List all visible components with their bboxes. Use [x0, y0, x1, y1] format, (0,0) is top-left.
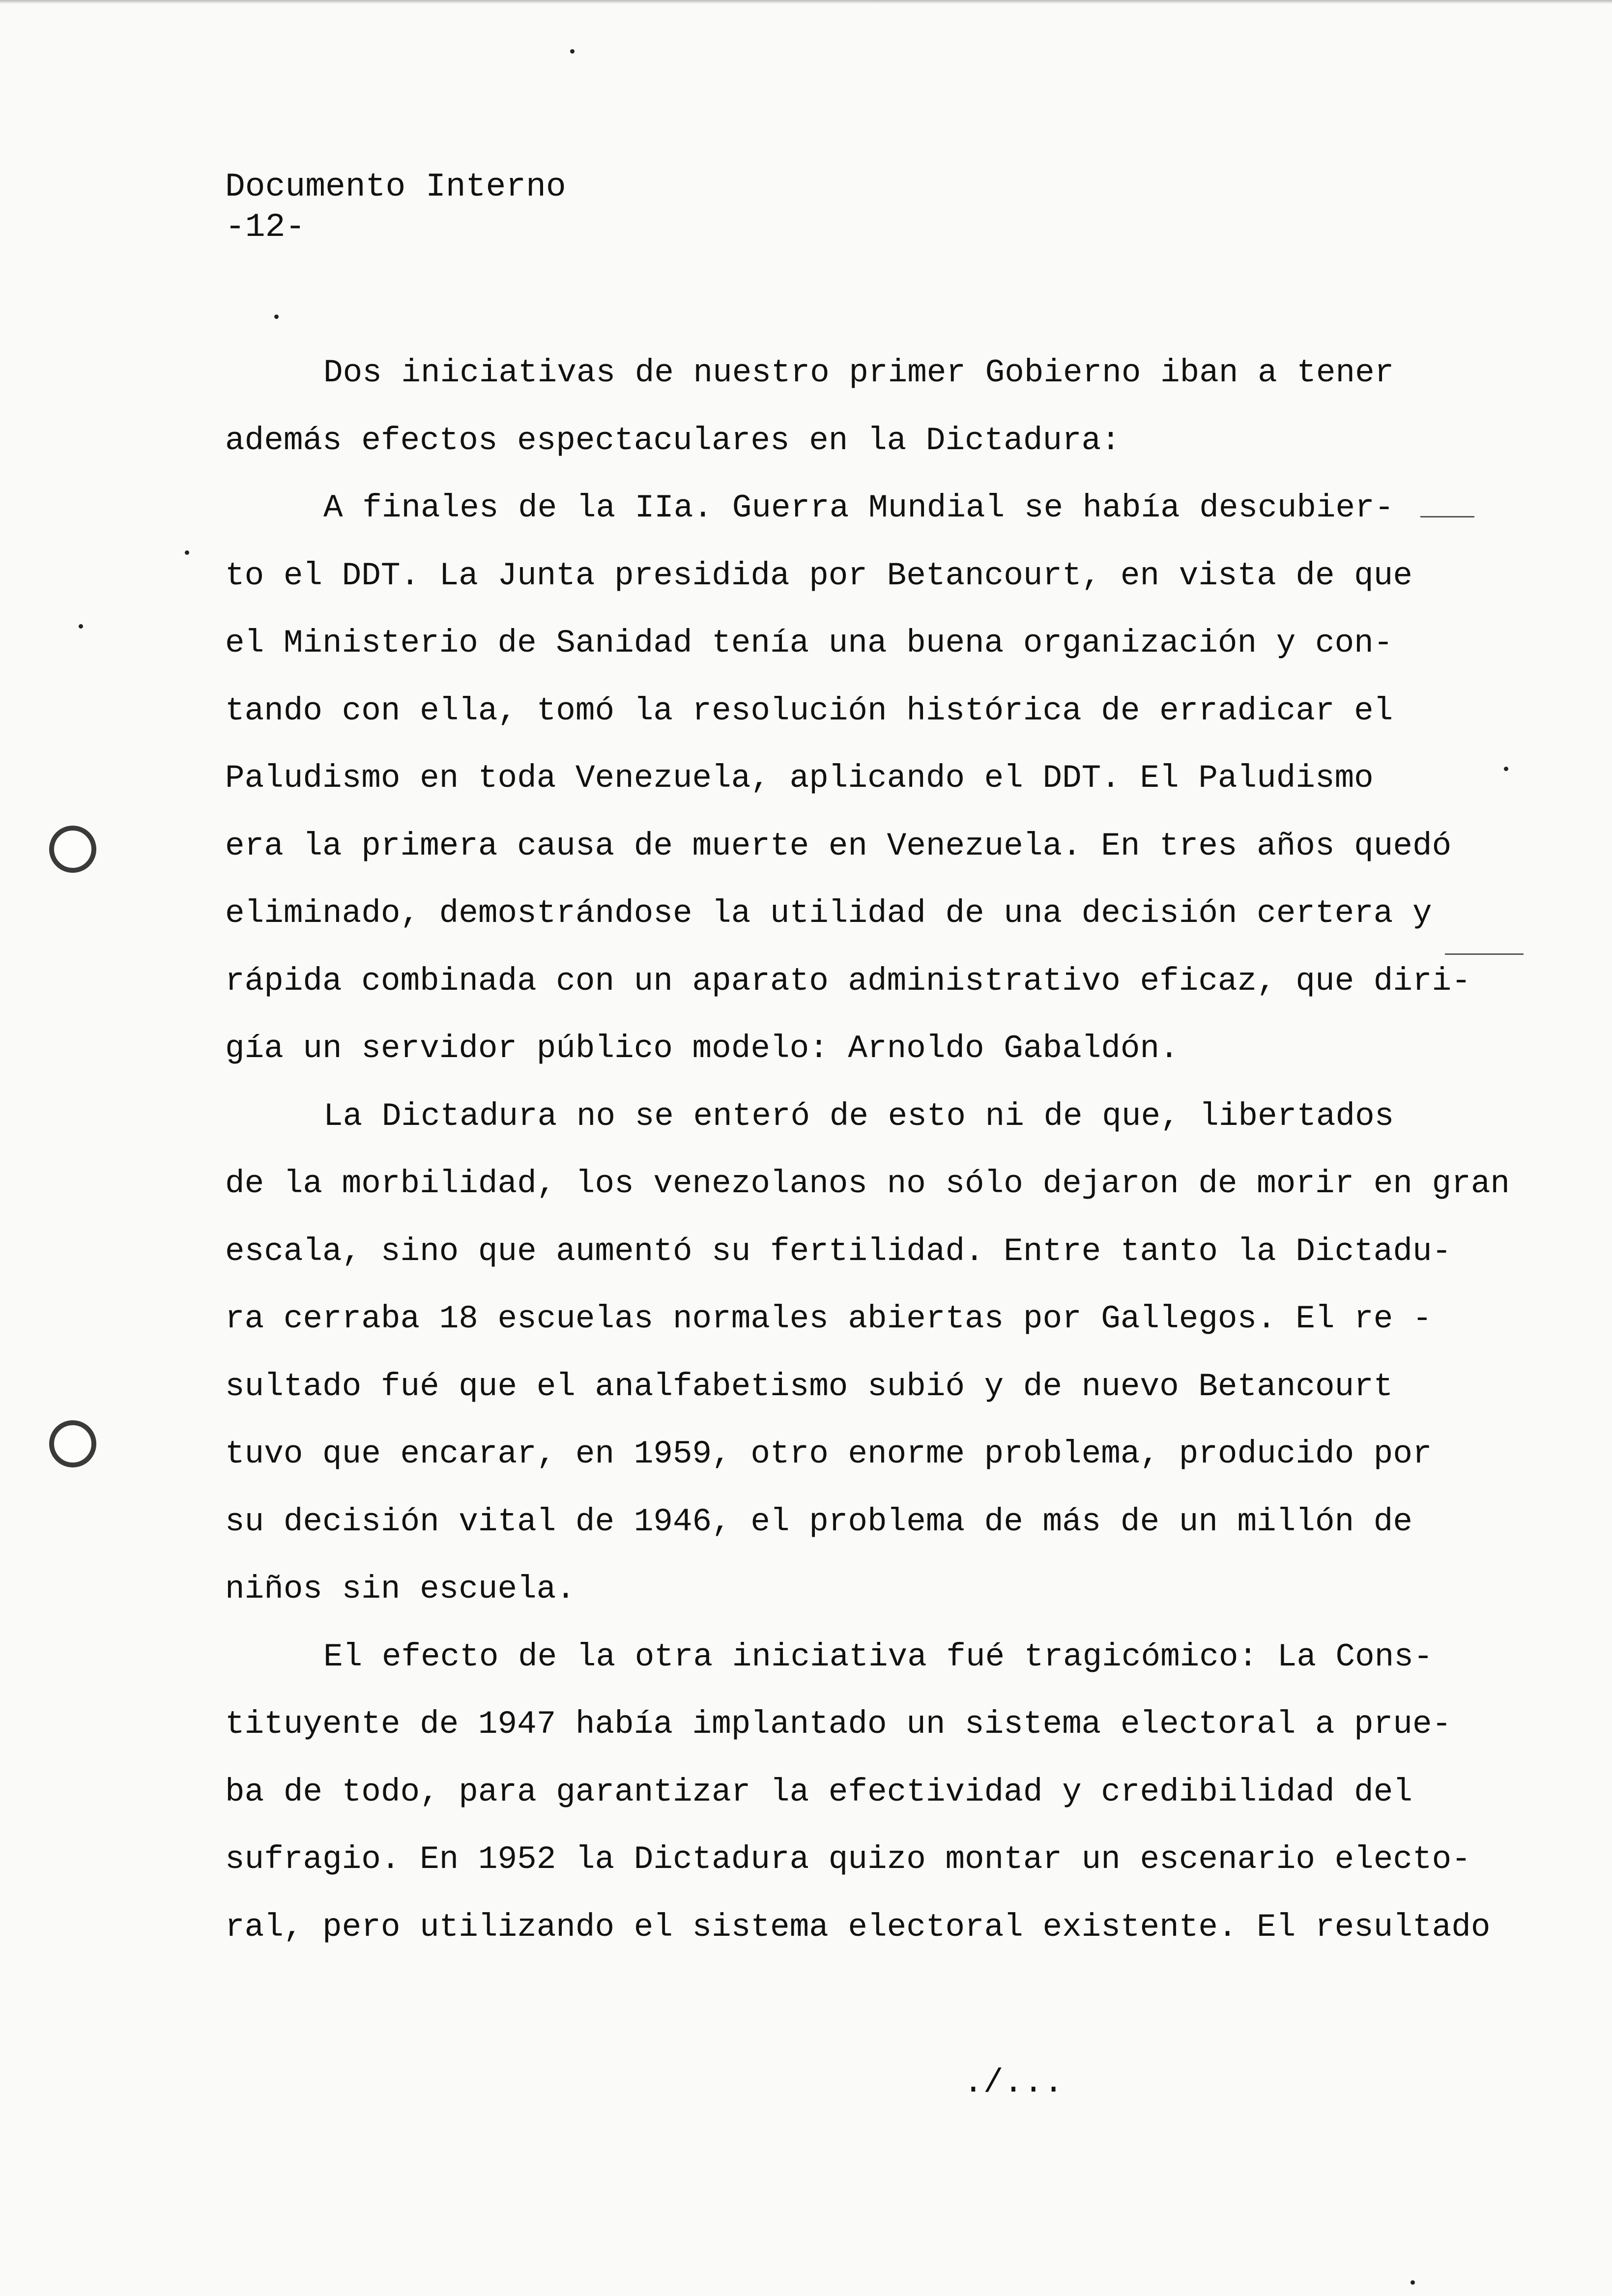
text-line: sufragio. En 1952 la Dictadura quizo montar un escenario electo- — [225, 1841, 1471, 1878]
text-line: eliminado, demostrándose la utilidad de una decisión certera y — [225, 895, 1432, 932]
text-line: tando con ella, tomó la resolución histórica de erradicar el — [225, 692, 1393, 729]
document-body — [225, 339, 1510, 1961]
text-line: sultado fué que el analfabetismo subió y de nuevo Betancourt — [225, 1368, 1393, 1405]
text-line: tituyente de 1947 había implantado un sistema electoral a prue- — [225, 1706, 1452, 1743]
scan-speck — [274, 315, 279, 319]
punch-hole-upper — [49, 826, 96, 873]
page-number: -12- — [225, 208, 306, 246]
text-line: ra cerraba 18 escuelas normales abiertas por Gallegos. El re - — [225, 1300, 1432, 1337]
text-line: de la morbilidad, los venezolanos no sólo dejaron de morir en gran — [225, 1165, 1510, 1202]
scan-top-edge — [0, 0, 1612, 4]
scan-speck — [79, 624, 83, 629]
scan-speck — [185, 550, 189, 555]
continuation-mark: ./... — [963, 2064, 1064, 2102]
text-line: Paludismo en toda Venezuela, aplicando el DDT. El Paludismo — [225, 760, 1374, 797]
text-line: niños sin escuela. — [225, 1571, 576, 1607]
punch-hole-lower — [49, 1420, 96, 1467]
text-line: escala, sino que aumentó su fertilidad. Entre tanto la Dictadu- — [225, 1233, 1452, 1270]
text-line: to el DDT. La Junta presidida por Betancourt, en vista de que — [225, 557, 1412, 594]
scan-smudge — [1445, 953, 1524, 955]
text-line: El efecto de la otra iniciativa fué tragicómico: La Cons- — [323, 1638, 1433, 1675]
text-line: rápida combinada con un aparato administrativo eficaz, que diri- — [225, 962, 1471, 1000]
document-title: Documento Interno — [225, 168, 566, 206]
scan-speck — [1410, 2280, 1415, 2285]
text-line: tuvo que encarar, en 1959, otro enorme problema, producido por — [225, 1435, 1432, 1472]
text-line: gía un servidor público modelo: Arnoldo Gabaldón. — [225, 1030, 1179, 1067]
text-line: era la primera causa de muerte en Venezuela. En tres años quedó — [225, 827, 1452, 864]
scan-speck — [1504, 767, 1508, 771]
text-line: Dos iniciativas de nuestro primer Gobierno iban a tener — [323, 354, 1394, 391]
text-line: su decisión vital de 1946, el problema de más de un millón de — [225, 1503, 1412, 1540]
document-header — [225, 167, 566, 248]
text-line: ba de todo, para garantizar la efectividad y credibilidad del — [225, 1773, 1412, 1810]
scan-speck — [570, 49, 575, 54]
text-line: ral, pero utilizando el sistema electoral existente. El resultado — [225, 1908, 1491, 1946]
scan-smudge — [1420, 516, 1474, 517]
text-line: el Ministerio de Sanidad tenía una buena organización y con- — [225, 625, 1393, 661]
text-line: además efectos espectaculares en la Dictadura: — [225, 422, 1121, 459]
text-line: A finales de la IIa. Guerra Mundial se había descubier- — [323, 489, 1394, 526]
text-line: La Dictadura no se enteró de esto ni de que, libertados — [323, 1097, 1394, 1135]
